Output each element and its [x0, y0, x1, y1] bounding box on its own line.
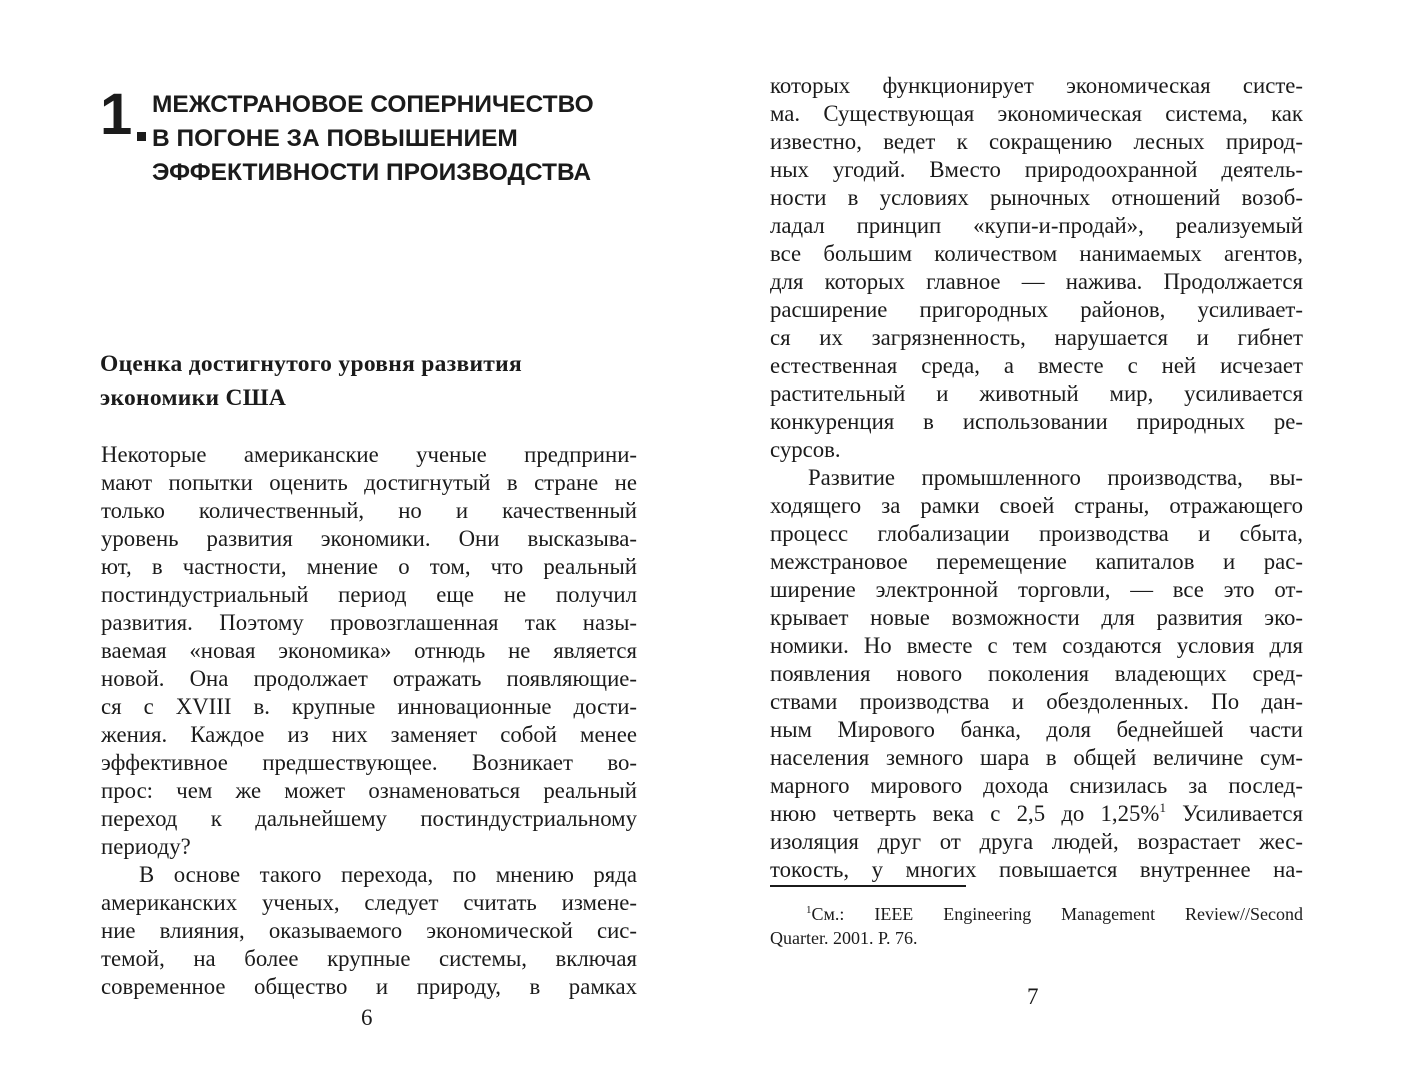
footnote-line	[770, 902, 1303, 926]
text-line: изоляция друг от друга людей, возрастает жес-	[770, 829, 1303, 854]
text-line: жения. Каждое из них заменяет собой менее	[101, 722, 637, 747]
text-line: марного мирового дохода снизилась за послед-	[770, 773, 1303, 798]
text-line: все большим количеством нанимаемых агентов,	[770, 241, 1303, 266]
page-number: 7	[1027, 984, 1039, 1009]
text-line: естественная среда, а вместе с ней исчезает	[770, 353, 1303, 378]
chapter-title-line: МЕЖСТРАНОВОЕ СОПЕРНИЧЕСТВО	[152, 91, 594, 118]
text-line: межстрановое перемещение капиталов и рас-	[770, 549, 1303, 574]
text-line: конкуренция в использовании природных ре-	[770, 409, 1303, 434]
text-line: ных угодий. Вместо природоохранной деятель-	[770, 157, 1303, 182]
text-line: Развитие промышленного производства, вы-	[808, 465, 1303, 490]
chapter-title-line: В ПОГОНЕ ЗА ПОВЫШЕНИЕМ	[152, 125, 518, 152]
chapter-title	[152, 88, 652, 190]
text-line: которых функционирует экономическая систе-	[770, 73, 1303, 98]
text-line: новой. Она продолжает отражать появляющие-	[101, 666, 637, 691]
right-page	[701, 0, 1402, 1080]
text-line: растительный и животный мир, усиливается	[770, 381, 1303, 406]
text-line: ся с XVIII в. крупные инновационные дости-	[101, 694, 637, 719]
text-line-part: Усиливается	[1182, 801, 1303, 826]
text-line: В основе такого перехода, по мнению ряда	[139, 862, 637, 887]
text-line: уровень развития экономики. Они высказыва-	[101, 526, 637, 551]
text-line-with-footnote-ref	[770, 800, 1303, 828]
text-line: прос: чем же может ознаменоваться реальный	[101, 778, 637, 803]
text-line: появления нового поколения владеющих сред-	[770, 661, 1303, 686]
text-line: мают попытки оценить достигнутый в стране не	[101, 470, 637, 495]
text-line: эффективное предшествующее. Возникает во-	[101, 750, 637, 775]
page-number: 6	[361, 1005, 373, 1030]
text-line: переход к дальнейшему постиндустриальному	[101, 806, 637, 831]
text-line: крывает новые возможности для развития эко-	[770, 605, 1303, 630]
text-line-part	[1166, 801, 1182, 826]
footnote-marker: 1	[806, 904, 812, 916]
text-line: ма. Существующая экономическая система, как	[770, 101, 1303, 126]
text-line: процесс глобализации производства и сбыта,	[770, 521, 1303, 546]
text-line: сурсов.	[770, 437, 841, 462]
text-line: ным Мирового банка, доля беднейшей части	[770, 717, 1303, 742]
section-title-line: Оценка достигнутого уровня развития	[100, 351, 523, 377]
text-line: периоду?	[101, 834, 191, 859]
text-line-part: нюю четверть века с 2,5 до 1,25%	[770, 801, 1160, 826]
text-line: только количественный, но и качественный	[101, 498, 637, 523]
text-line: населения земного шара в общей величине сум-	[770, 745, 1303, 770]
text-line: ности в условиях рыночных отношений возоб-	[770, 185, 1303, 210]
text-line: номики. Но вместе с тем создаются условия для	[770, 633, 1303, 658]
footnote-line: Quarter. 2001. P. 76.	[770, 928, 918, 948]
footnote-divider	[770, 885, 966, 887]
text-line: токость, у многих повышается внутреннее на-	[770, 857, 1303, 882]
text-line: ние влияния, оказываемого экономической сис-	[101, 918, 637, 943]
text-line: ходящего за рамки своей страны, отражающего	[770, 493, 1303, 518]
chapter-number-bullet	[137, 132, 146, 141]
text-line: постиндустриальный период еще не получил	[101, 582, 637, 607]
section-title-line: экономики США	[100, 385, 287, 411]
text-line: ствами производства и обездоленных. По дан-	[770, 689, 1303, 714]
text-line: ваемая «новая экономика» отнюдь не является	[101, 638, 637, 663]
text-line: современное общество и природу, в рамках	[101, 974, 637, 999]
footnote-text: См.: IEEE Engineering Management Review//Second	[811, 904, 1303, 924]
text-line: ширение электронной торговли, — все это от-	[770, 577, 1303, 602]
text-line: темой, на более крупные системы, включая	[101, 946, 637, 971]
text-line: для которых главное — нажива. Продолжается	[770, 269, 1303, 294]
text-line: ют, в частности, мнение о том, что реальный	[101, 554, 637, 579]
text-line: ся их загрязненность, нарушается и гибнет	[770, 325, 1303, 350]
text-line: ладал принцип «купи-и-продай», реализуемый	[770, 213, 1303, 238]
footnote-reference: 1	[1159, 800, 1166, 815]
text-line: известно, ведет к сокращению лесных природ-	[770, 129, 1303, 154]
text-line: развития. Поэтому провозглашенная так назы-	[101, 610, 637, 635]
text-line: Некоторые американские ученые предприни-	[101, 442, 637, 467]
chapter-number: 1	[100, 82, 131, 147]
chapter-title-line: ЭФФЕКТИВНОСТИ ПРОИЗВОДСТВА	[152, 159, 592, 186]
text-line: американских ученых, следует считать измене-	[101, 890, 637, 915]
section-title	[100, 347, 640, 415]
text-line: расширение пригородных районов, усиливает-	[770, 297, 1303, 322]
